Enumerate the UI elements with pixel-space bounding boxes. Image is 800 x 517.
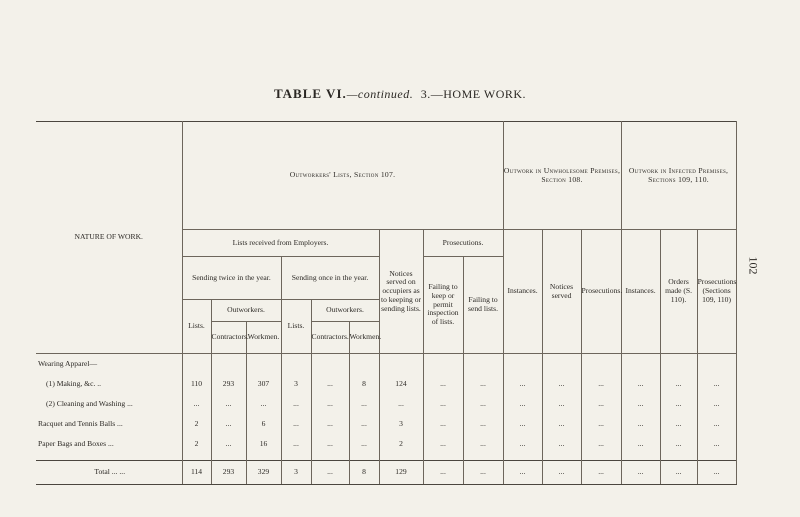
table-cell: ... (463, 461, 503, 485)
lists-header-b: Lists. (281, 300, 311, 354)
table-cell: ... (463, 374, 503, 394)
table-row (36, 414, 736, 434)
nature-of-work-header: NATURE OF WORK. (36, 122, 182, 354)
table-cell: ... (660, 414, 697, 434)
table-cell: ... (660, 374, 697, 394)
table-cell: ... (542, 414, 581, 434)
contractors-header-a: Contractors. (211, 322, 246, 354)
table-cell: ... (503, 414, 542, 434)
table-cell: 2 (182, 414, 211, 434)
table-cell: 129 (379, 461, 423, 485)
prosecutions-header-2: Prosecutions. (581, 230, 621, 354)
table-cell: ... (621, 394, 660, 414)
outworkers-lists-header: Outworkers' Lists, Section 107. (182, 122, 503, 230)
notices-served-header: Notices served (542, 230, 581, 354)
table-cell: ... (423, 394, 463, 414)
table-cell: 16 (246, 434, 281, 454)
table-cell: ... (621, 461, 660, 485)
table-cell: ... (379, 394, 423, 414)
total-row (36, 461, 736, 485)
table-cell: ... (281, 394, 311, 414)
group-label-wearing-apparel: Wearing Apparel— (36, 354, 182, 375)
instances-header-2: Instances. (621, 230, 660, 354)
table-cell: ... (660, 434, 697, 454)
table-cell: 2 (379, 434, 423, 454)
contractors-header-b: Contractors. (311, 322, 349, 354)
table-cell: ... (463, 434, 503, 454)
table-cell: 8 (349, 461, 379, 485)
table-cell: ... (581, 374, 621, 394)
table-title (0, 86, 800, 102)
table-cell: ... (246, 394, 281, 414)
unwholesome-premises-header: Outwork in Unwholesome Premises, Section 108. (503, 122, 621, 230)
table-cell: ... (463, 394, 503, 414)
instances-header-1: Instances. (503, 230, 542, 354)
row-label: (1) Making, &c. .. (36, 374, 182, 394)
table-cell: ... (697, 434, 736, 454)
table-cell: 3 (379, 414, 423, 434)
outworkers-header-b: Outworkers. (311, 300, 379, 322)
table-cell: 329 (246, 461, 281, 485)
table-cell: 3 (281, 374, 311, 394)
table-cell: ... (503, 461, 542, 485)
outworkers-header-a: Outworkers. (211, 300, 281, 322)
table-cell: ... (423, 434, 463, 454)
table-cell: ... (211, 414, 246, 434)
row-label: Paper Bags and Boxes ... (36, 434, 182, 454)
table-cell: 8 (349, 374, 379, 394)
table-cell: ... (463, 414, 503, 434)
table-cell: ... (581, 434, 621, 454)
table-cell: ... (621, 414, 660, 434)
row-label: Total ... ... (36, 461, 182, 485)
table-cell: ... (281, 434, 311, 454)
prosecutions-group-header: Prosecutions. (423, 230, 503, 257)
title-continued: —continued. (346, 87, 414, 101)
table-cell: ... (311, 394, 349, 414)
row-label: Racquet and Tennis Balls ... (36, 414, 182, 434)
table-cell: ... (503, 374, 542, 394)
table-cell: ... (423, 461, 463, 485)
table-cell: 3 (281, 461, 311, 485)
row-label: (2) Cleaning and Washing ... (36, 394, 182, 414)
table-cell: ... (311, 374, 349, 394)
table-cell: ... (621, 434, 660, 454)
table-cell: ... (311, 461, 349, 485)
table-cell: ... (349, 434, 379, 454)
table-cell: ... (423, 374, 463, 394)
infected-premises-header: Outwork in Infected Premises, Sections 109, 110. (621, 122, 736, 230)
workmen-header-a: Workmen. (246, 322, 281, 354)
table-cell: ... (281, 414, 311, 434)
table-cell: ... (697, 461, 736, 485)
prosecutions-header-3: Prosecutions (Sections 109, 110) (697, 230, 736, 354)
table-cell: ... (542, 374, 581, 394)
table-cell: 114 (182, 461, 211, 485)
title-main: TABLE VI. (273, 86, 347, 101)
failing-keep-header: Failing to keep or permit inspection of lists. (423, 257, 463, 354)
table-cell: ... (349, 414, 379, 434)
table-cell: 2 (182, 434, 211, 454)
table-cell: ... (581, 414, 621, 434)
table-row (36, 434, 736, 454)
table-cell: 6 (246, 414, 281, 434)
table-cell: ... (581, 394, 621, 414)
table-cell: ... (349, 394, 379, 414)
table-cell: ... (182, 394, 211, 414)
table-cell: ... (660, 394, 697, 414)
table-cell: ... (503, 434, 542, 454)
orders-made-header: Orders made (S. 110). (660, 230, 697, 354)
title-section: 3.—HOME WORK. (420, 87, 527, 101)
table-cell: ... (211, 394, 246, 414)
page-number: 102 (746, 256, 761, 275)
sending-once-header: Sending once in the year. (281, 257, 379, 300)
sending-twice-header: Sending twice in the year. (182, 257, 281, 300)
table-cell: ... (542, 434, 581, 454)
table-cell: 124 (379, 374, 423, 394)
table-cell: ... (423, 414, 463, 434)
table-cell: ... (697, 394, 736, 414)
table-cell: ... (697, 414, 736, 434)
table-cell: ... (542, 394, 581, 414)
table-cell: ... (311, 414, 349, 434)
lists-received-header: Lists received from Employers. (182, 230, 379, 257)
table-cell: ... (211, 434, 246, 454)
failing-send-header: Failing to send lists. (463, 257, 503, 354)
table-cell: ... (503, 394, 542, 414)
lists-header-a: Lists. (182, 300, 211, 354)
table-row (36, 374, 736, 394)
table-cell: 293 (211, 374, 246, 394)
table-cell: ... (581, 461, 621, 485)
table-row (36, 394, 736, 414)
workmen-header-b: Workmen. (349, 322, 379, 354)
table-cell: ... (660, 461, 697, 485)
table-cell: ... (697, 374, 736, 394)
table-cell: 307 (246, 374, 281, 394)
table-cell: 110 (182, 374, 211, 394)
table-cell: ... (542, 461, 581, 485)
home-work-table (36, 121, 737, 485)
table-cell: ... (311, 434, 349, 454)
table-cell: 293 (211, 461, 246, 485)
notices-served-occupiers-header: Notices served on occupiers as to keeping or sending lists. (379, 230, 423, 354)
table-cell: ... (621, 374, 660, 394)
